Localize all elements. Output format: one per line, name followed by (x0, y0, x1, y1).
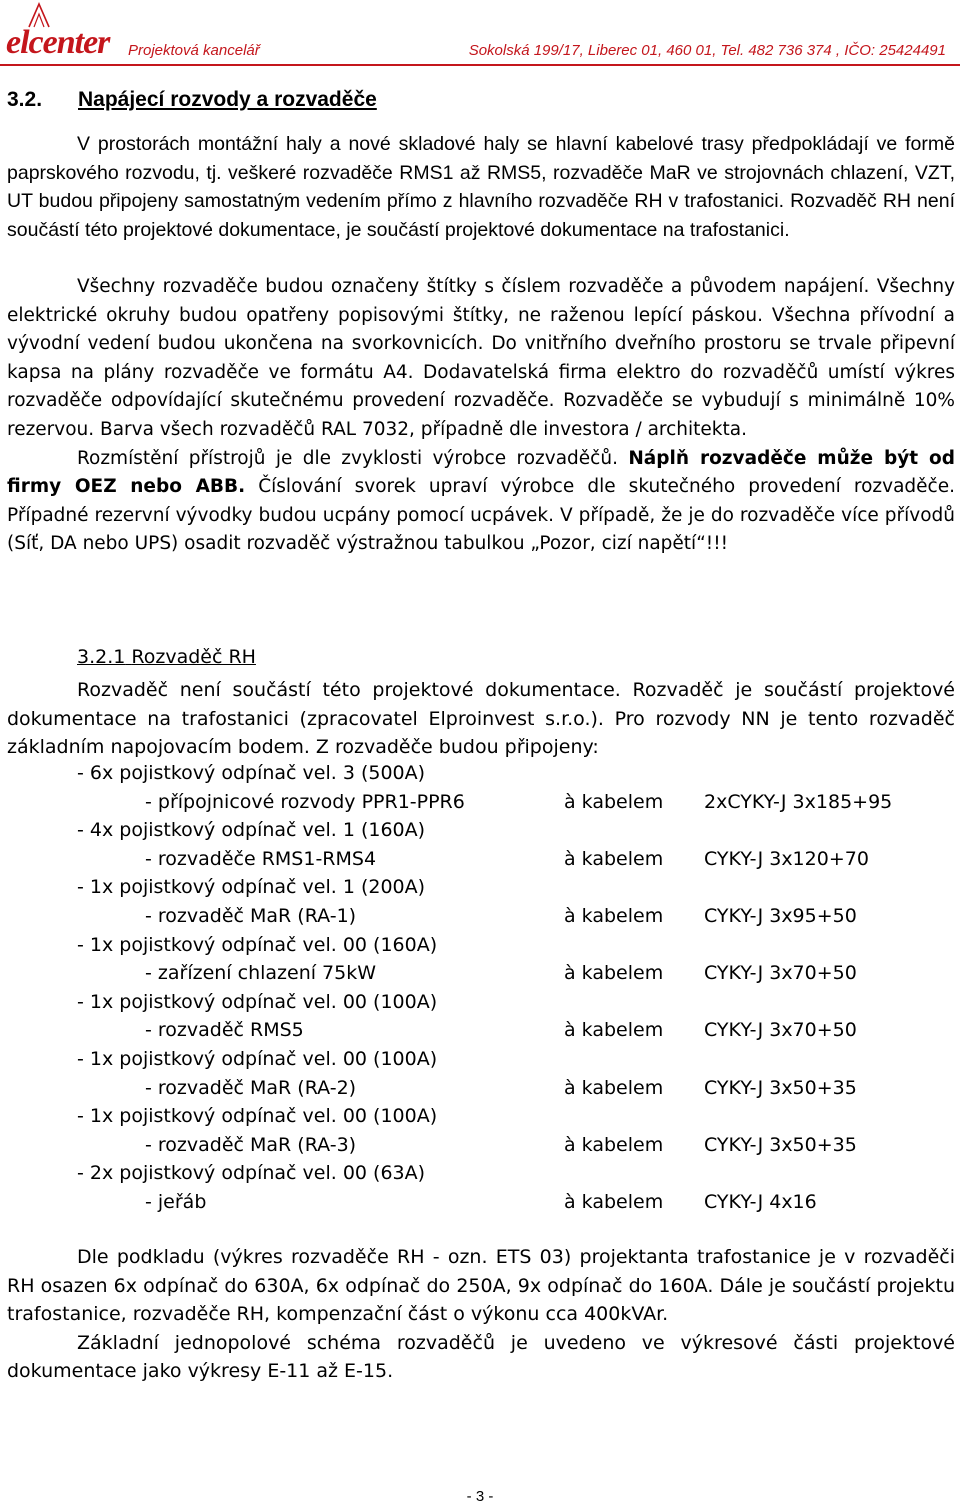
feeder-target-row (7, 902, 955, 931)
closing-text-2: Základní jednopolové schéma rozvaděčů je uvedeno ve výkresové části projektové dokumentace jako výkresy E-11 až E-15. (7, 1331, 955, 1383)
feeder-target: - přípojnicové rozvody PPR1-PPR6 (145, 790, 465, 813)
main-text-2a: Rozmístění přístrojů je dle zvyklosti výrobce rozvaděčů. (77, 447, 629, 469)
subsection-paragraph (7, 676, 955, 762)
feeder-cable: CYKY-J 3x95+50 (704, 904, 857, 927)
feeder-via: à kabelem (564, 1019, 664, 1042)
subsection-heading (77, 646, 256, 668)
subsection-text: Rozvaděč není součástí této projektové dokumentace. Rozvaděč je součástí projektové dokumentace na trafostanici (zpracovatel Elproinvest s.r.o.). Pro rozvody NN je tento rozvaděč základním napojovacím bodem. Z rozvaděče budou připojeny: (7, 679, 955, 759)
main-text-2b: Číslování svorek upraví výrobce dle skutečného provedení rozvaděče. Případné rezervní vývodky budou ucpány pomocí ucpávek. V případě, že je do rozvaděče více přívodů (Síť, DA nebo UPS) osadit rozvaděč výstražnou tabulkou „Pozor, cizí napětí“!!! (7, 476, 955, 555)
feeder-target: - rozvaděč RMS5 (145, 1019, 304, 1042)
feeder-cable: CYKY-J 3x70+50 (704, 1019, 857, 1042)
feeder-target-row (7, 959, 955, 988)
subsection-title: Rozvaděč RH (131, 646, 256, 668)
feeder-fuse: - 1x pojistkový odpínač vel. 00 (160A) (77, 933, 438, 956)
section-heading (7, 88, 377, 112)
section-number: 3.2. (7, 88, 43, 111)
closing-paragraphs (7, 1243, 955, 1386)
intro-text: V prostorách montážní haly a nové skladové haly se hlavní kabelové trasy předpokládají ve formě paprskového rozvodu, tj. veškeré rozvaděče RMS1 až RMS5, rozvaděče MaR ve strojovnách chlazení, VZT, UT budou připojeny samostatným vedením přímo z hlavního rozvaděče RH v trafostanici. Rozvaděč RH není součástí této projektové dokumentace, je součástí projektové dokumentace na trafostanici. (7, 133, 955, 241)
section-title: Napájecí rozvody a rozvaděče (78, 88, 377, 111)
feeder-target: - rozvaděč MaR (RA-2) (145, 1076, 357, 1099)
main-paragraphs (7, 273, 955, 559)
company-logo (6, 2, 122, 62)
feeder-target: - rozvaděč MaR (RA-3) (145, 1133, 357, 1156)
feeder-target-row (7, 788, 955, 817)
feeder-via: à kabelem (564, 1190, 664, 1213)
feeder-fuse-row (7, 1159, 955, 1188)
feeder-via: à kabelem (564, 847, 664, 870)
feeder-fuse-row (7, 931, 955, 960)
feeder-target: - rozvaděč MaR (RA-1) (145, 904, 357, 927)
feeder-fuse-row (7, 816, 955, 845)
header-subtitle: Projektová kancelář (128, 42, 260, 59)
feeder-fuse: - 6x pojistkový odpínač vel. 3 (500A) (77, 762, 426, 784)
feeder-via: à kabelem (564, 962, 664, 985)
main-text-2 (7, 445, 955, 559)
feeder-target-row (7, 845, 955, 874)
feeder-fuse: - 1x pojistkový odpínač vel. 00 (100A) (77, 1105, 438, 1128)
feeder-cable: CYKY-J 3x120+70 (704, 847, 869, 870)
feeder-via: à kabelem (564, 1133, 664, 1156)
page-number: - 3 - (466, 1488, 494, 1505)
feeder-target-row (7, 1074, 955, 1103)
feeder-target-row (7, 1131, 955, 1160)
feeder-fuse-row (7, 988, 955, 1017)
feeder-target: - rozvaděče RMS1-RMS4 (145, 847, 377, 870)
feeder-fuse: - 1x pojistkový odpínač vel. 00 (100A) (77, 1047, 438, 1070)
closing-text-1: Dle podkladu (výkres rozvaděče RH - ozn. ETS 03) projektanta trafostanice je v rozvaděči RH osazen 6x odpínač do 630A, 6x odpínač do 250A, 9x odpínač do 160A. Dále je součástí projektu trafostanice, rozvaděče RH, kompenzační část o výkonu cca 400kVAr. (7, 1246, 955, 1326)
feeder-cable: 2xCYKY-J 3x185+95 (704, 790, 893, 813)
feeder-fuse-row (7, 873, 955, 902)
header-divider (0, 64, 960, 66)
feeder-fuse: - 2x pojistkový odpínač vel. 00 (63A) (77, 1162, 426, 1185)
feeder-cable: CYKY-J 3x50+35 (704, 1133, 857, 1156)
logo-text: elcenter (6, 24, 110, 61)
feeder-cable: CYKY-J 4x16 (704, 1190, 817, 1213)
feeder-fuse: - 1x pojistkový odpínač vel. 00 (100A) (77, 990, 438, 1013)
feeder-cable: CYKY-J 3x50+35 (704, 1076, 857, 1099)
feeder-fuse-row (7, 759, 955, 788)
feeder-target-row (7, 1016, 955, 1045)
feeder-fuse-row (7, 1045, 955, 1074)
feeder-cable: CYKY-J 3x70+50 (704, 962, 857, 985)
header-address: Sokolská 199/17, Liberec 01, 460 01, Tel. 482 736 374 , IČO: 25424491 (468, 42, 946, 59)
feeder-target: - zařízení chlazení 75kW (145, 962, 377, 985)
page-header (0, 0, 960, 64)
feeder-target: - jeřáb (145, 1190, 207, 1213)
feeder-via: à kabelem (564, 904, 664, 927)
main-text-1: Všechny rozvaděče budou označeny štítky s číslem rozvaděče a původem napájení. Všechny elektrické okruhy budou opatřeny popisovými štítky, ne raženou lepící páskou. Všechna přívodní a vývodní vedení budou ukončena na svorkovnicích. Do vnitřního dveřního prostoru se trvale připevní kapsa na plány rozvaděče ve formátu A4. Dodavatelská firma elektro do rozvaděčů umístí výkres rozvaděče odpovídající skutečnému provedení rozvaděče. Rozvaděče se vybudují s minimálně 10% rezervou. Barva všech rozvaděčů RAL 7032, případně dle investora / architekta. (7, 276, 955, 440)
feeder-fuse: - 1x pojistkový odpínač vel. 1 (200A) (77, 876, 426, 899)
feeder-fuse: - 4x pojistkový odpínač vel. 1 (160A) (77, 819, 426, 842)
main-text-2-bold: Náplň rozvaděče může být od firmy OEZ nebo ABB. (7, 447, 955, 498)
feeder-via: à kabelem (564, 790, 664, 813)
feeder-target-row (7, 1188, 955, 1217)
subsection-number: 3.2.1 (77, 646, 126, 668)
intro-paragraph (7, 130, 955, 244)
feeder-via: à kabelem (564, 1076, 664, 1099)
feeder-list (7, 759, 955, 1217)
feeder-fuse-row (7, 1102, 955, 1131)
